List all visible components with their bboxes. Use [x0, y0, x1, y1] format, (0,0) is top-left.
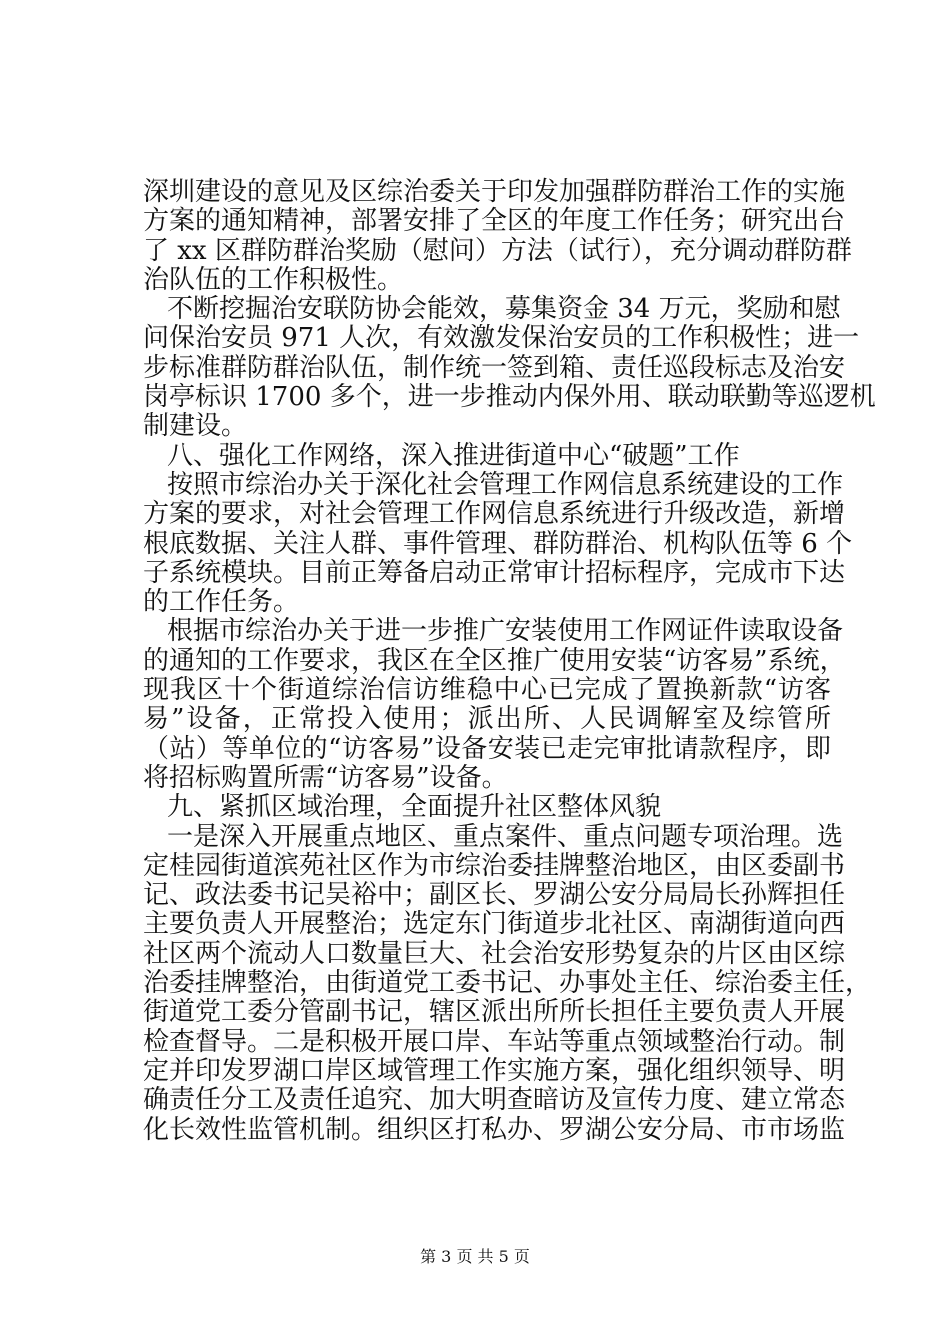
- text-line: 的通知的工作要求，我区在全区推广使用安装“访客易”系统，: [143, 645, 846, 676]
- text-line: 不断挖掘治安联防协会能效，募集资金 34 万元，奖励和慰: [167, 294, 841, 325]
- document-body: [143, 177, 876, 1145]
- text-line: 社区两个流动人口数量巨大、社会治安形势复杂的片区由区综: [143, 938, 846, 969]
- text-line: 确责任分工及责任追究、加大明查暗访及宣传力度、建立常态: [143, 1085, 846, 1116]
- text-line: 根底数据、关注人群、事件管理、群防群治、机构队伍等 6 个: [143, 528, 853, 559]
- text-line: 根据市综治办关于进一步推广安装使用工作网证件读取设备: [167, 616, 844, 647]
- text-line: 记、政法委书记吴裕中；副区长、罗湖公安分局局长孙辉担任: [143, 880, 846, 911]
- text-line: 方案的通知精神，部署安排了全区的年度工作任务；研究出台: [143, 206, 846, 237]
- text-line: 将招标购置所需“访客易”设备。: [143, 762, 508, 793]
- page-footer: 第 3 页 共 5 页: [420, 1247, 530, 1266]
- text-line: 方案的要求，对社会管理工作网信息系统进行升级改造，新增: [143, 499, 846, 530]
- paragraph: [143, 442, 831, 471]
- text-line: 深圳建设的意见及区综治委关于印发加强群防群治工作的实施: [143, 177, 846, 207]
- text-line: 主要负责人开展整治；选定东门街道步北社区、南湖街道向西: [143, 909, 846, 940]
- text-line: 一是深入开展重点地区、重点案件、重点问题专项治理。选: [167, 821, 844, 852]
- text-line: 化长效性监管机制。组织区打私办、罗湖公安分局、市市场监: [143, 1114, 846, 1145]
- text-line: 定桂园街道滨苑社区作为市综治委挂牌整治地区，由区委副书: [143, 850, 846, 881]
- text-line: （站）等单位的“访客易”设备安装已走完审批请款程序，即: [143, 733, 831, 764]
- text-line: 八、强化工作网络，深入推进街道中心“破题”工作: [167, 440, 740, 471]
- text-line: 制建设。: [143, 411, 248, 442]
- text-line: 问保治安员 971 人次，有效激发保治安员的工作积极性；进一: [143, 323, 860, 354]
- text-line: 子系统模块。目前正筹备启动正常审计招标程序，完成市下达: [143, 557, 846, 588]
- text-line: 的工作任务。: [143, 587, 300, 618]
- text-line: 检查督导。二是积极开展口岸、车站等重点领域整治行动。制: [143, 1026, 846, 1057]
- text-line: 治队伍的工作积极性。: [143, 264, 404, 295]
- text-line: 定并印发罗湖口岸区域管理工作实施方案，强化组织领导、明: [143, 1055, 846, 1086]
- text-line: 街道党工委分管副书记，辖区派出所所长担任主要负责人开展: [143, 997, 846, 1028]
- paragraph: [143, 294, 876, 442]
- text-line: 现我区十个街道综治信访维稳中心已完成了置换新款“访客: [143, 675, 831, 706]
- text-line: 易”设备，正常投入使用；派出所、人民调解室及综管所: [143, 704, 831, 735]
- paragraph: [143, 793, 831, 822]
- text-line: 按照市综治办关于深化社会管理工作网信息系统建设的工作: [167, 469, 844, 500]
- text-line: 岗亭标识 1700 多个，进一步推动内保外用、联动联勤等巡逻机: [143, 382, 876, 413]
- paragraph: [143, 177, 852, 295]
- text-line: 九、紧抓区域治理，全面提升社区整体风貌: [167, 792, 662, 823]
- text-line: 治委挂牌整治，由街道党工委书记、办事处主任、综治委主任，: [143, 968, 872, 999]
- text-line: 了 xx 区群防群治奖励（慰问）方法（试行），充分调动群防群: [143, 235, 852, 266]
- paragraph: [143, 469, 853, 618]
- paragraph: [143, 616, 846, 793]
- text-line: 步标准群防群治队伍，制作统一签到箱、责任巡段标志及治安: [143, 352, 846, 383]
- paragraph: [143, 821, 872, 1145]
